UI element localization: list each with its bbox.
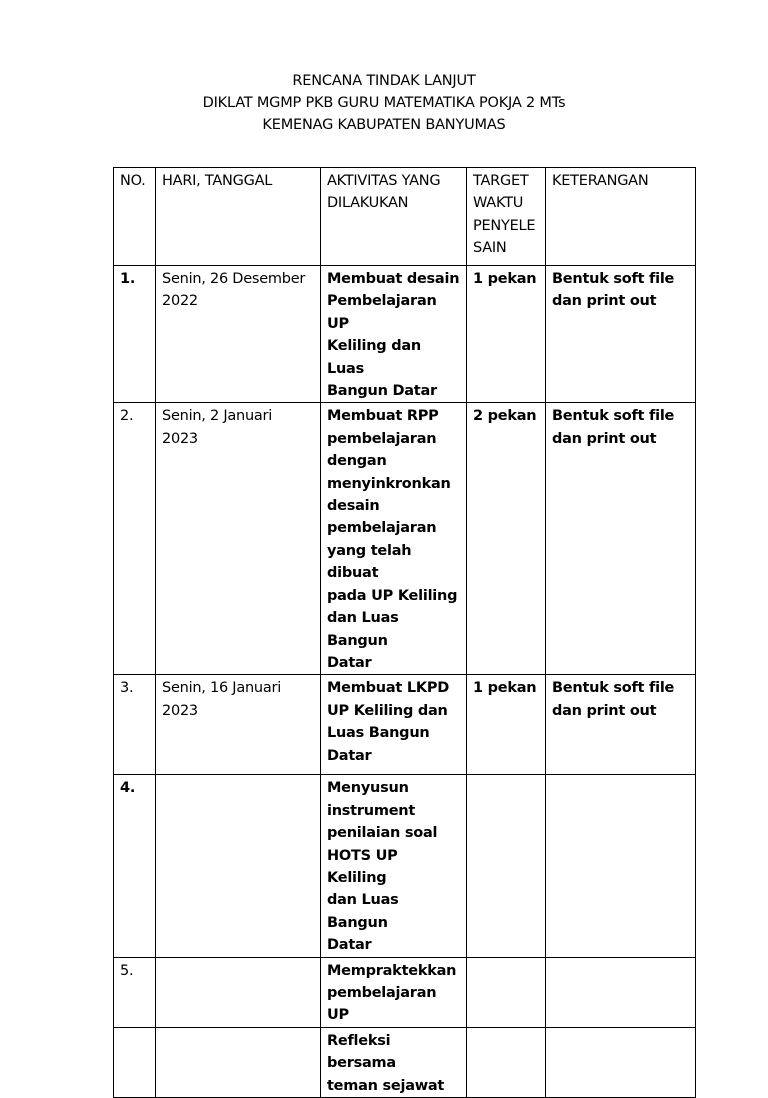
- title-line-3: KEMENAG KABUPATEN BANYUMAS: [262, 117, 506, 133]
- row-target: [467, 775, 546, 957]
- row-date: [156, 403, 321, 675]
- row-target-text: 1 pekan: [473, 271, 537, 287]
- table-row: [114, 675, 696, 775]
- row-activity-line: Datar: [327, 937, 372, 954]
- row-date: [156, 266, 321, 403]
- row-note: [546, 957, 696, 1027]
- row-no: [114, 775, 156, 957]
- row-no-text: 1.: [120, 271, 136, 287]
- row-note-line: Bentuk soft file: [552, 271, 675, 287]
- row-note-line: Bentuk soft file: [552, 680, 675, 697]
- row-activity-line: instrument: [327, 802, 416, 819]
- row-target: [467, 403, 546, 675]
- header-target: [467, 168, 546, 266]
- row-activity-line: yang telah dibuat: [327, 542, 412, 582]
- row-no: [114, 1027, 156, 1097]
- table-header-row: [114, 168, 696, 266]
- row-activity-line: desain: [327, 498, 380, 515]
- table-row: [114, 1027, 696, 1097]
- row-activity-line: pembelajaran UP: [327, 984, 437, 1024]
- header-activity-line: AKTIVITAS YANG: [327, 173, 441, 189]
- header-target-line: SAIN: [473, 240, 507, 257]
- row-date-line: Senin, 26 Desember: [162, 271, 306, 287]
- header-date-label: HARI, TANGGAL: [162, 173, 273, 189]
- header-note-label: KETERANGAN: [552, 173, 649, 189]
- header-date: [156, 168, 321, 266]
- row-activity-line: Membuat RPP: [327, 408, 439, 425]
- row-activity-line: Membuat LKPD: [327, 680, 449, 697]
- row-no: [114, 266, 156, 403]
- row-activity-line: UP Keliling dan: [327, 702, 448, 719]
- row-activity: [321, 403, 467, 675]
- table-row: [114, 266, 696, 403]
- row-target: [467, 266, 546, 403]
- row-target: [467, 1027, 546, 1097]
- row-activity-line: dan Luas Bangun: [327, 610, 399, 649]
- header-activity-line: DILAKUKAN: [327, 195, 409, 212]
- header-target-line: PENYELE: [473, 217, 536, 234]
- header-target-line: WAKTU: [473, 195, 524, 212]
- table-row: [114, 957, 696, 1027]
- row-date: [156, 957, 321, 1027]
- row-activity-line: Menyusun: [327, 780, 409, 797]
- row-note: [546, 775, 696, 957]
- row-activity-line: Membuat desain: [327, 271, 460, 287]
- row-activity-line: Datar: [327, 654, 372, 671]
- row-note: [546, 1027, 696, 1097]
- row-activity-line: HOTS UP Keliling: [327, 847, 398, 886]
- table-row: [114, 403, 696, 675]
- row-note-line: dan print out: [552, 293, 657, 310]
- row-no-text: 4.: [120, 780, 136, 797]
- row-activity-line: dengan: [327, 453, 387, 470]
- row-target-text: 2 pekan: [473, 408, 537, 425]
- row-activity-line: Refleksi bersama: [327, 1032, 396, 1072]
- row-activity-line: Keliling dan Luas: [327, 338, 421, 377]
- row-note: [546, 675, 696, 775]
- row-activity: [321, 675, 467, 775]
- header-note: [546, 168, 696, 266]
- header-no-label: NO.: [120, 173, 146, 189]
- row-activity-line: Bangun Datar: [327, 383, 437, 400]
- row-activity-line: Mempraktekkan: [327, 962, 457, 979]
- row-activity-line: dan Luas Bangun: [327, 892, 399, 931]
- row-note-line: dan print out: [552, 430, 657, 447]
- header-target-line: TARGET: [473, 173, 529, 189]
- row-no: [114, 675, 156, 775]
- row-note-line: Bentuk soft file: [552, 408, 675, 425]
- title-line-1: RENCANA TINDAK LANJUT: [292, 73, 476, 89]
- row-target: [467, 957, 546, 1027]
- row-no: [114, 403, 156, 675]
- row-activity-line: Datar: [327, 747, 372, 764]
- row-activity: [321, 957, 467, 1027]
- row-activity: [321, 266, 467, 403]
- row-note-line: dan print out: [552, 702, 657, 719]
- row-activity-line: pembelajaran: [327, 520, 437, 537]
- row-date: [156, 675, 321, 775]
- plan-table: [113, 167, 696, 1098]
- row-activity-line: Luas Bangun: [327, 725, 430, 742]
- row-target: [467, 675, 546, 775]
- row-date-line: Senin, 2 Januari: [162, 408, 273, 425]
- row-date-line: 2023: [162, 430, 198, 447]
- row-note: [546, 403, 696, 675]
- row-no: [114, 957, 156, 1027]
- title-line-2: DIKLAT MGMP PKB GURU MATEMATIKA POKJA 2 MTs: [202, 95, 566, 111]
- row-date-line: 2023: [162, 702, 198, 719]
- row-activity-line: Pembelajaran UP: [327, 293, 437, 332]
- row-activity-line: pada UP Keliling: [327, 587, 458, 604]
- row-no-text: 5.: [120, 962, 134, 979]
- row-date-line: Senin, 16 Januari: [162, 680, 281, 697]
- row-activity-line: penilaian soal: [327, 825, 438, 842]
- row-activity: [321, 775, 467, 957]
- row-activity-line: teman sejawat: [327, 1077, 445, 1094]
- header-no: [114, 168, 156, 266]
- row-activity: [321, 1027, 467, 1097]
- table-row: [114, 775, 696, 957]
- row-date-line: 2022: [162, 293, 198, 310]
- row-activity-line: menyinkronkan: [327, 475, 451, 492]
- row-no-text: 3.: [120, 680, 134, 697]
- row-target-text: 1 pekan: [473, 680, 537, 697]
- row-note: [546, 266, 696, 403]
- row-date: [156, 775, 321, 957]
- row-date: [156, 1027, 321, 1097]
- header-activity: [321, 168, 467, 266]
- document-title: [0, 70, 768, 136]
- row-activity-line: pembelajaran: [327, 430, 437, 447]
- row-no-text: 2.: [120, 408, 134, 425]
